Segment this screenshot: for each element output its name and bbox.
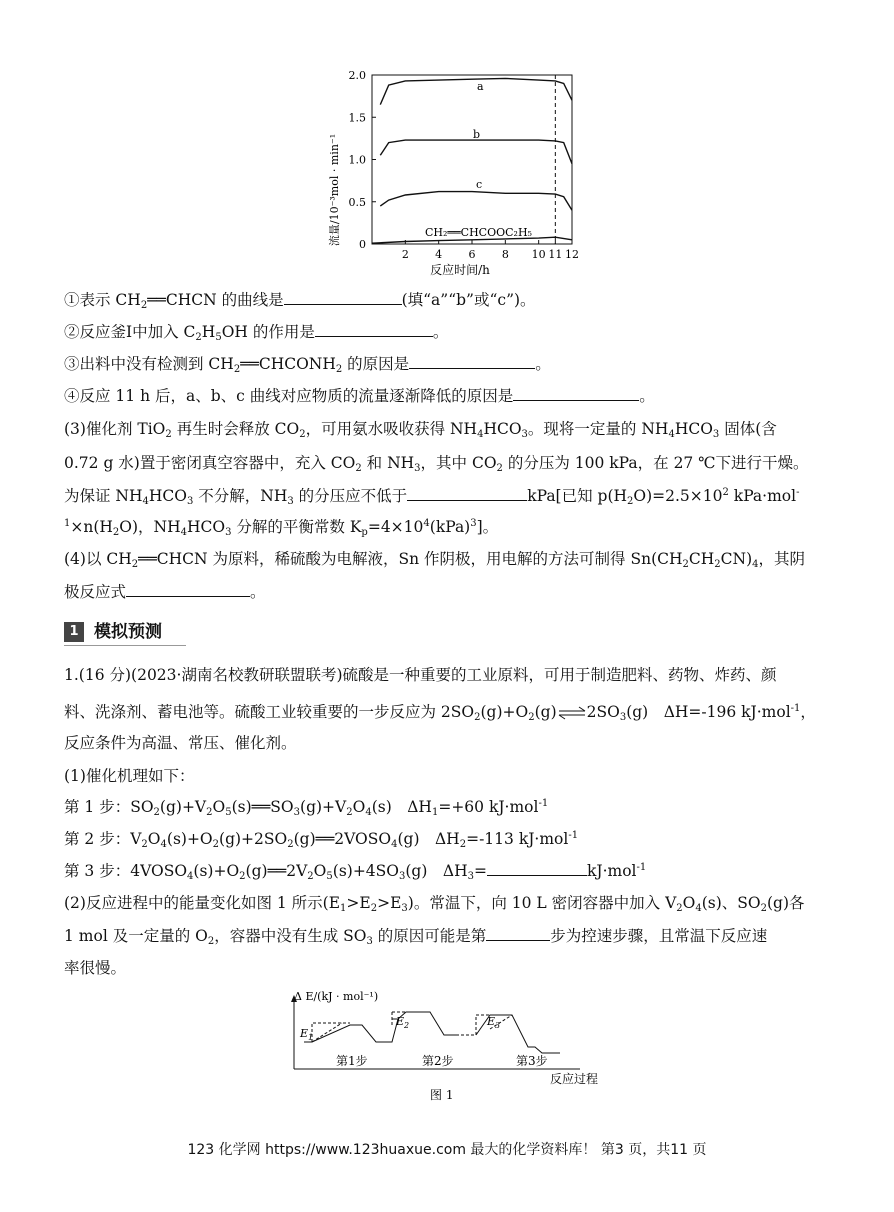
question-3: ③出料中没有检测到 $CH_2══CHCONH_2$ 的原因是 。: [64, 355, 551, 375]
question-4: ④反应 11 h 后，a、b、c 曲线对应物质的流量逐渐降低的原因是 。: [64, 387, 655, 405]
chart-curve-label-c: c: [476, 178, 483, 191]
chart-series-line-2: [380, 192, 572, 211]
chart-y-tick-label: 0: [359, 238, 366, 251]
chart-y-tick-label: 1.0: [348, 153, 366, 167]
fig1-caption: 图 1: [430, 1088, 454, 1102]
part2-line2: 1 mol 及一定量的 $O_2$，容器中没有生成 $SO_3$ 的原因可能是第 步为控速步骤，且常温下反应速: [64, 927, 768, 947]
fig1-step1-label: 第1步: [336, 1054, 368, 1068]
answer-blank-3[interactable]: [409, 354, 535, 369]
fig1-ylabel: Δ E/(kJ · mol⁻¹): [294, 990, 379, 1003]
section-underline: [64, 645, 186, 646]
chart-baseline-label: CH₂══CHCOOC₂H₅: [425, 226, 532, 239]
chart-x-tick-label: 11: [548, 248, 563, 261]
chart-x-tick-label: 6: [468, 248, 476, 261]
answer-blank-6[interactable]: [126, 582, 250, 597]
part4-line2: 极反应式 。: [64, 583, 266, 601]
part3-line2: 0.72 g 水)置于密闭真空容器中，充入 $CO_2$ 和 $NH_3$，其中 $CO_2$ 的分压为 100 kPa，在 27 ℃下进行干燥。: [64, 454, 809, 474]
fig1-step2-path: [384, 1012, 456, 1042]
fig1-xlabel: 反应过程: [550, 1072, 599, 1086]
answer-blank-2[interactable]: [315, 322, 433, 337]
problem1-line3: 反应条件为高温、常压、催化剂。: [64, 734, 297, 752]
section-title: 模拟预测: [94, 622, 162, 642]
chart-x-tick-label: 2: [401, 248, 409, 261]
question-1: ①表示 $CH_2══CHCN$ 的曲线是 (填“a”“b”或“c”)。: [64, 291, 536, 311]
part4-line1: (4)以 $CH_2══CHCN$ 为原料，稀硫酸为电解液，Sn 作阴极，用电解的方法可制得 $Sn(CH_2CH_2CN)_4$，其阴: [64, 550, 806, 570]
flow-rate-chart: [320, 60, 580, 280]
energy-profile-figure: [280, 985, 620, 1110]
question-2: ②反应釜Ⅰ中加入 $C_2H_5OH$ 的作用是 。: [64, 323, 449, 343]
chart-y-tick-label: 1.5: [348, 111, 366, 125]
part3-line1: (3)催化剂 TiO$_2$ 再生时会释放 $CO_2$，可用氨水吸收获得 $NH_4HCO_3$。现将一定量的 $NH_4HCO_3$ 固体(含: [64, 420, 777, 440]
chart-x-tick-label: 8: [501, 248, 509, 261]
fig1-step3-label: 第3步: [516, 1054, 548, 1068]
answer-blank-8[interactable]: [486, 926, 550, 941]
chart-y-tick-label: 0.5: [348, 195, 366, 209]
fig1-e2-label: $E_2$: [396, 1015, 410, 1030]
chart-x-tick-label: 4: [435, 248, 443, 261]
chart-x-tick-label: 12: [565, 248, 579, 261]
part2-line3: 率很慢。: [64, 959, 127, 977]
chart-frame: [372, 75, 572, 244]
chart-x-tick-label: 10: [531, 248, 546, 261]
chart-series-line-1: [380, 140, 572, 164]
answer-blank-1[interactable]: [284, 290, 402, 305]
fig1-step1-path: [304, 1025, 384, 1042]
section-number-icon: 1: [64, 622, 84, 642]
part3-line3: 为保证 $NH_4HCO_3$ 不分解，$NH_3$ 的分压应不低于 kPa[已知 $p(H_2O)=2.5\times 10^2$ kPa·mol-: [64, 487, 800, 507]
chart-ylabel: 流量/10⁻³mol · min⁻¹: [328, 133, 341, 247]
part2-line1: (2)反应进程中的能量变化如图 1 所示$(E_1>E_2>E_3)$。常温下，向 10 L 密闭容器中加入 $V_2O_4(s)$、$SO_2(g)$各: [64, 894, 805, 914]
chart-curve-label-b: b: [473, 128, 481, 141]
chart-xlabel: 反应时间/h: [430, 263, 490, 277]
step2-equation: 第 2 步：$V_2O_4(s)+O_2(g)+2SO_2(g)══2VOSO_4(g)$ $\Delta H_2=-113$ kJ·mol$^{-1}$: [64, 830, 579, 850]
part3-line4: $^1\times n(H_2O)$，$NH_4HCO_3$ 分解的平衡常数 $K_p=4\times 10^4(kPa)^3$]。: [64, 518, 499, 538]
fig1-e1-label: $E_1$: [300, 1027, 314, 1042]
problem1-line4: (1)催化机理如下：: [64, 767, 195, 785]
page-footer: 123 化学网 https://www.123huaxue.com 最大的化学资料库！ 第3 页，共11 页: [187, 1142, 707, 1158]
fig1-step2-label: 第2步: [422, 1054, 454, 1068]
chart-curve-label-a: a: [477, 80, 484, 93]
equilibrium-arrow-icon: [557, 706, 587, 720]
answer-blank-5[interactable]: [407, 486, 527, 501]
section-heading: [64, 620, 186, 646]
answer-blank-7[interactable]: [487, 861, 587, 876]
problem1-line1: 1.(16 分)(2023·湖南名校教研联盟联考)硫酸是一种重要的工业原料，可用于制造肥料、药物、炸药、颜: [64, 666, 777, 684]
step1-equation: 第 1 步：$SO_2(g)+V_2O_5(s)══SO_3(g)+V_2O_4(s)$ $\Delta H_1=+60$ kJ·mol$^{-1}$: [64, 798, 549, 818]
problem1-line2: 料、洗涤剂、蓄电池等。硫酸工业较重要的一步反应为 $2SO_2(g)+O_2(g)$ $2SO_3(g)$ ΔH=-196 kJ·mol$^{-1}$，: [64, 703, 816, 723]
chart-y-tick-label: 2.0: [348, 69, 366, 82]
answer-blank-4[interactable]: [513, 386, 639, 401]
step3-equation: 第 3 步：$4VOSO_4(s)+O_2(g)══2V_2O_5(s)+4SO_3(g)$ $\Delta H_3= kJ\cdot mol^{-1}$: [64, 862, 647, 882]
fig1-e3-label: $E_3$: [487, 1015, 501, 1030]
